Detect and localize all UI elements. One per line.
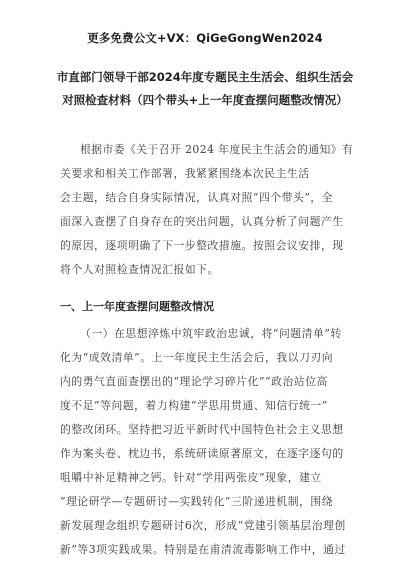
section-line: 度不足”等问题，着力构建“学思用贯通、知信行统一”	[60, 399, 328, 412]
section-line: 内的勇气直面查摆出的“理论学习碎片化”“政治站位高	[60, 375, 328, 388]
document-title-line-2: 对照检查材料（四个带头+上一年度查摆问题整改情况）	[62, 93, 348, 107]
section-line: 咀嚼中补足精神之钙。针对“学用两张皮”现象，建立	[60, 471, 322, 484]
watermark-text: 更多免费公文+VX：QiGeGongWen2024	[87, 31, 323, 45]
intro-line: 关要求和相关工作部署，我紧紧围绕本次民主生活	[60, 167, 310, 180]
intro-line: 将个人对照检查情况汇报如下。	[60, 263, 219, 276]
section-line: 化为“成效清单”。上一年度民主生活会后，我以刀刃向	[60, 351, 334, 364]
intro-line: 的原因，逐项明确了下一步整改措施。按照会议安排，现	[60, 239, 344, 252]
section-line: （一）在思想淬炼中筑牢政治忠诚，将“问题清单”转	[80, 327, 342, 340]
section-line: 新”等3项实践成果。特别是在甫清流毒影响工作中，通过	[60, 543, 346, 556]
document-title-line-1: 市直部门领导干部2024年度专题民主生活会、组织生活会	[56, 70, 354, 84]
intro-line: 根据市委《关于召开 2024 年度民主生活会的通知》有	[80, 143, 354, 156]
intro-line: 会主题，结合自身实际情况，认真对照“四个带头”，全	[60, 191, 334, 204]
section-heading: 一、上一年度查摆问题整改情况	[60, 300, 214, 313]
intro-line: 面深入查摆了自身存在的突出问题，认真分析了问题产生	[60, 215, 344, 228]
section-line: 作为案头卷、枕边书，系统研读原著原文，在逐字逐句的	[60, 447, 344, 460]
section-line: 的整改闭环。坚持把习近平新时代中国特色社会主义思想	[60, 423, 344, 436]
section-line: 新发展理念组织专题研讨6次，形成“党建引领基层治理创	[60, 519, 346, 532]
section-line: “理论研学—专题研讨—实践转化”三阶递进机制，围绕	[60, 495, 334, 508]
